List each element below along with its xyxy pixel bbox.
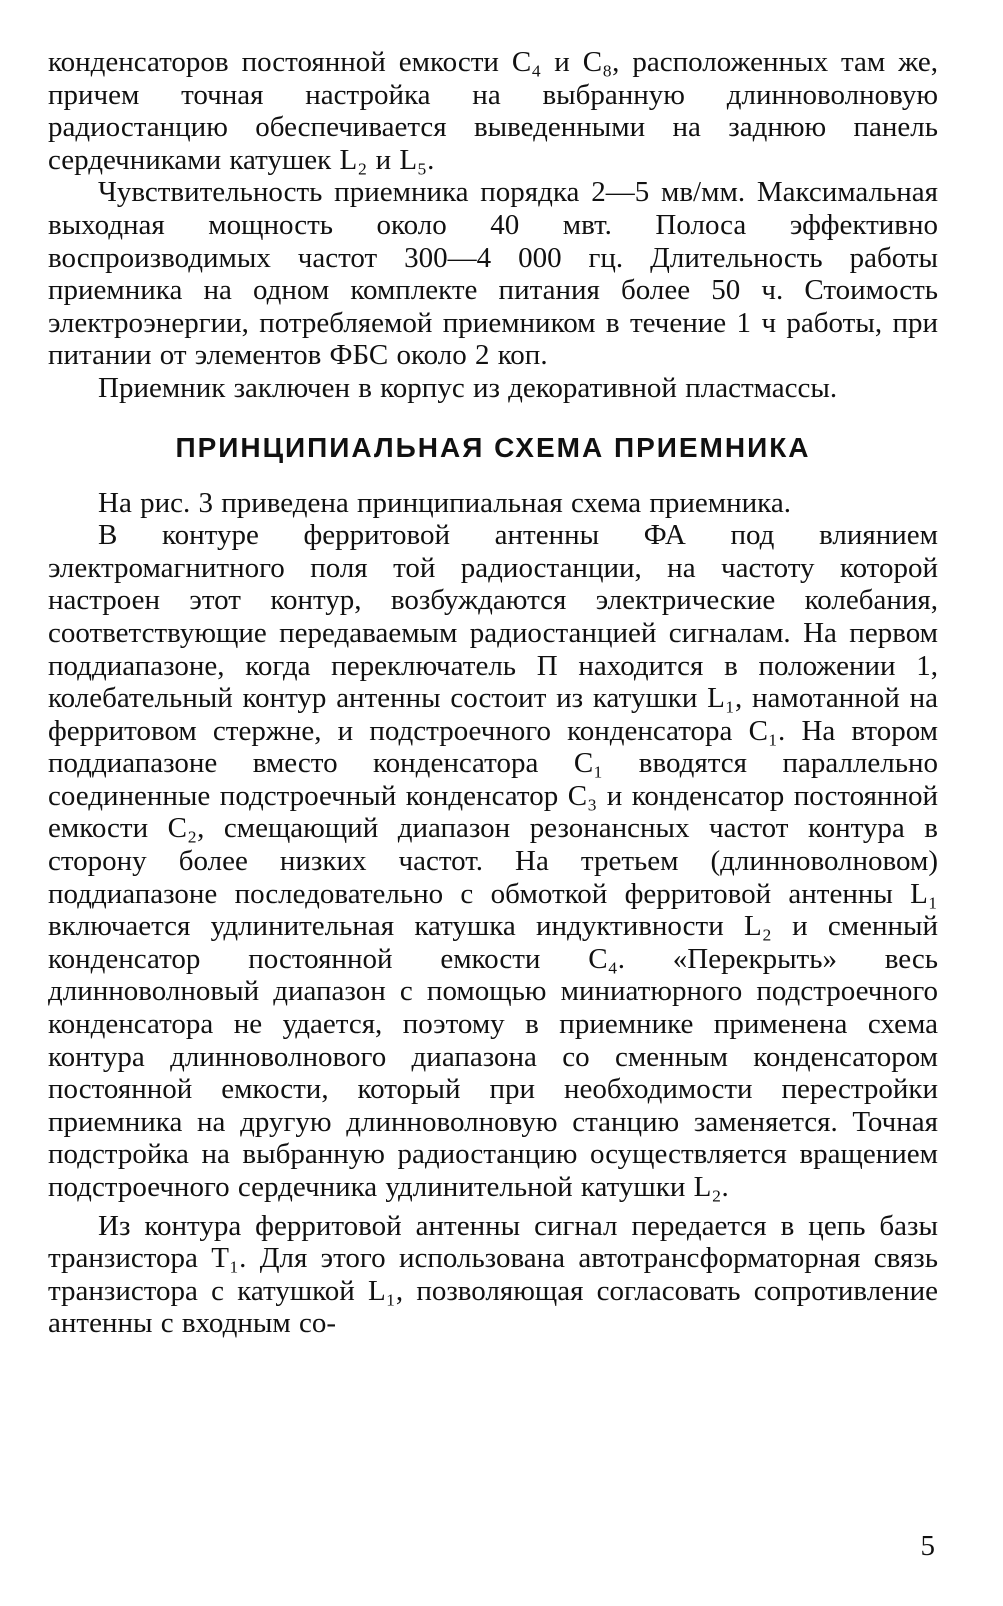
paragraph-case: Приемник заключен в корпус из декоративной пластмассы. bbox=[98, 371, 838, 404]
paragraph-sensitivity: Чувствительность приемника порядка 2—5 мв/мм. Максимальная выходная мощность около 40 мвт. Полоса эффективно воспроизводимых частот 300—4 000 гц. Длительность работы приемника на одном комплекте питания более 50 ч. Стоимость электроэнергии, потребляемой приемником в течение 1 ч работы, при питании от элементов ФБС около 2 коп. bbox=[48, 176, 938, 372]
paragraph-continuation: конденсаторов постоянной емкости C₄ и C₈, расположенных там же, причем точная настройка на выбранную длинноволновую радиостанцию обеспечивается выведенными на заднюю панель сердечниками катушек L₂ и L₅. bbox=[48, 46, 938, 176]
paragraph-signal-transfer: Из контура ферритовой антенны сигнал передается в цепь базы транзистора T₁. Для этого использована автотрансформаторная связь транзистора с катушкой L₁, позволяющая согласовать сопротивление антенны с входным со- bbox=[48, 1209, 938, 1340]
page-number: 5 bbox=[920, 1530, 935, 1562]
document-page bbox=[48, 46, 938, 1340]
paragraph-antenna-circuit: В контуре ферритовой антенны ФА под влиянием электромагнитного поля той радиостанции, на частоту которой настроен этот контур, возбуждаются электрические колебания, соответствующие передаваемым радиостанцией сигналам. На первом поддиапазоне, когда переключатель П находится в положении 1, колебательный контур антенны состоит из катушки L₁, намотанной на ферритовом стержне, и подстроечного конденсатора C₁. На втором поддиапазоне вместо конденсатора C₁ вводятся параллельно соединенные подстроечный конденсатор C₃ и конденсатор постоянной емкости C₂, смещающий диапазон резонансных частот контура в сторону более низких частот. На третьем (длинноволновом) поддиапазоне последовательно с обмоткой ферритовой антенны L₁ включается удлинительная катушка индуктивности L₂ и сменный конденсатор постоянной емкости C₄. «Перекрыть» весь длинноволновый диапазон с помощью миниатюрного подстроечного конденсатора не удается, поэтому в приемнике применена схема контура длинноволнового диапазона со сменным конденсатором постоянной емкости, который при необходимости перестройки приемника на другую длинноволновую станцию заменяется. Точная подстройка на выбранную радиостанцию осуществляется вращением подстроечного сердечника удлинительной катушки L₂. bbox=[48, 519, 938, 1203]
section-heading: ПРИНЦИПИАЛЬНАЯ СХЕМА ПРИЕМНИКА bbox=[175, 431, 811, 463]
paragraph-figure-ref: На рис. 3 приведена принципиальная схема приемника. bbox=[98, 486, 791, 519]
